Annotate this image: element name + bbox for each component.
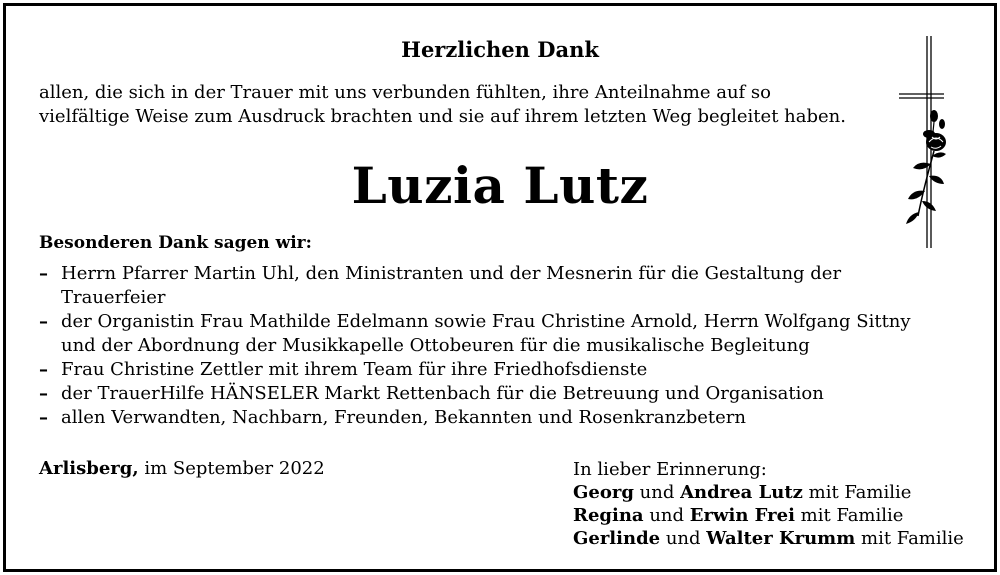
page-title: Herzlichen Dank xyxy=(401,37,599,62)
list-item xyxy=(39,262,911,310)
mourner-first: Georg xyxy=(573,482,634,503)
list-item-line: Herrn Pfarrer Martin Uhl, den Ministranten und der Mesnerin für die Gestaltung der xyxy=(61,263,842,284)
intro-line: vielfältige Weise zum Ausdruck brachten und sie auf ihrem letzten Weg begleitet haben. xyxy=(39,106,846,127)
mourner-and: und xyxy=(665,528,701,549)
intro-line: allen, die sich in der Trauer mit uns verbunden fühlten, ihre Anteilnahme auf so xyxy=(39,82,771,103)
place-date xyxy=(39,458,325,479)
list-item-line: Trauerfeier xyxy=(61,287,166,308)
list-item xyxy=(39,310,911,358)
list-item xyxy=(39,406,911,430)
list-item-line: der Organistin Frau Mathilde Edelmann sowie Frau Christine Arnold, Herrn Wolfgang Sittny xyxy=(61,311,911,332)
intro-text xyxy=(39,81,846,129)
mourner-line xyxy=(573,481,964,504)
mourner-second: Erwin Frei xyxy=(689,505,795,526)
list-item-line: Frau Christine Zettler mit ihrem Team für ihre Friedhofsdienste xyxy=(61,359,648,380)
place-town: Arlisberg, xyxy=(39,458,139,479)
mourner-first: Regina xyxy=(573,505,644,526)
list-item-line: und der Abordnung der Musikkapelle Ottobeuren für die musikalische Begleitung xyxy=(61,335,810,356)
list-item-line: der TrauerHilfe HÄNSELER Markt Rettenbach für die Betreuung und Organisation xyxy=(61,383,824,404)
thanks-list xyxy=(39,262,911,430)
mourners-block xyxy=(573,458,964,550)
mourner-and: und xyxy=(639,482,675,503)
obituary-frame xyxy=(3,3,997,572)
cross-with-rose-icon xyxy=(896,36,946,251)
memory-intro: In lieber Erinnerung: xyxy=(573,459,767,480)
mourner-first: Gerlinde xyxy=(573,528,661,549)
list-item xyxy=(39,358,911,382)
mourner-line xyxy=(573,504,964,527)
bullet-dash: – xyxy=(39,359,48,380)
bullet-dash: – xyxy=(39,383,48,404)
mourner-line xyxy=(573,527,964,550)
bullet-dash: – xyxy=(39,263,48,284)
thanks-heading: Besonderen Dank sagen wir: xyxy=(39,233,312,253)
mourner-second: Andrea Lutz xyxy=(680,482,803,503)
list-item xyxy=(39,382,911,406)
mourner-suffix: mit Familie xyxy=(808,482,912,503)
mourner-suffix: mit Familie xyxy=(861,528,964,549)
deceased-name: Luzia Lutz xyxy=(351,156,649,215)
mourner-second: Walter Krumm xyxy=(706,528,856,549)
bullet-dash: – xyxy=(39,311,48,332)
mourner-suffix: mit Familie xyxy=(800,505,904,526)
place-date-text: im September 2022 xyxy=(144,458,325,479)
bullet-dash: – xyxy=(39,407,48,428)
list-item-line: allen Verwandten, Nachbarn, Freunden, Bekannten und Rosenkranzbetern xyxy=(61,407,746,428)
mourner-and: und xyxy=(649,505,685,526)
